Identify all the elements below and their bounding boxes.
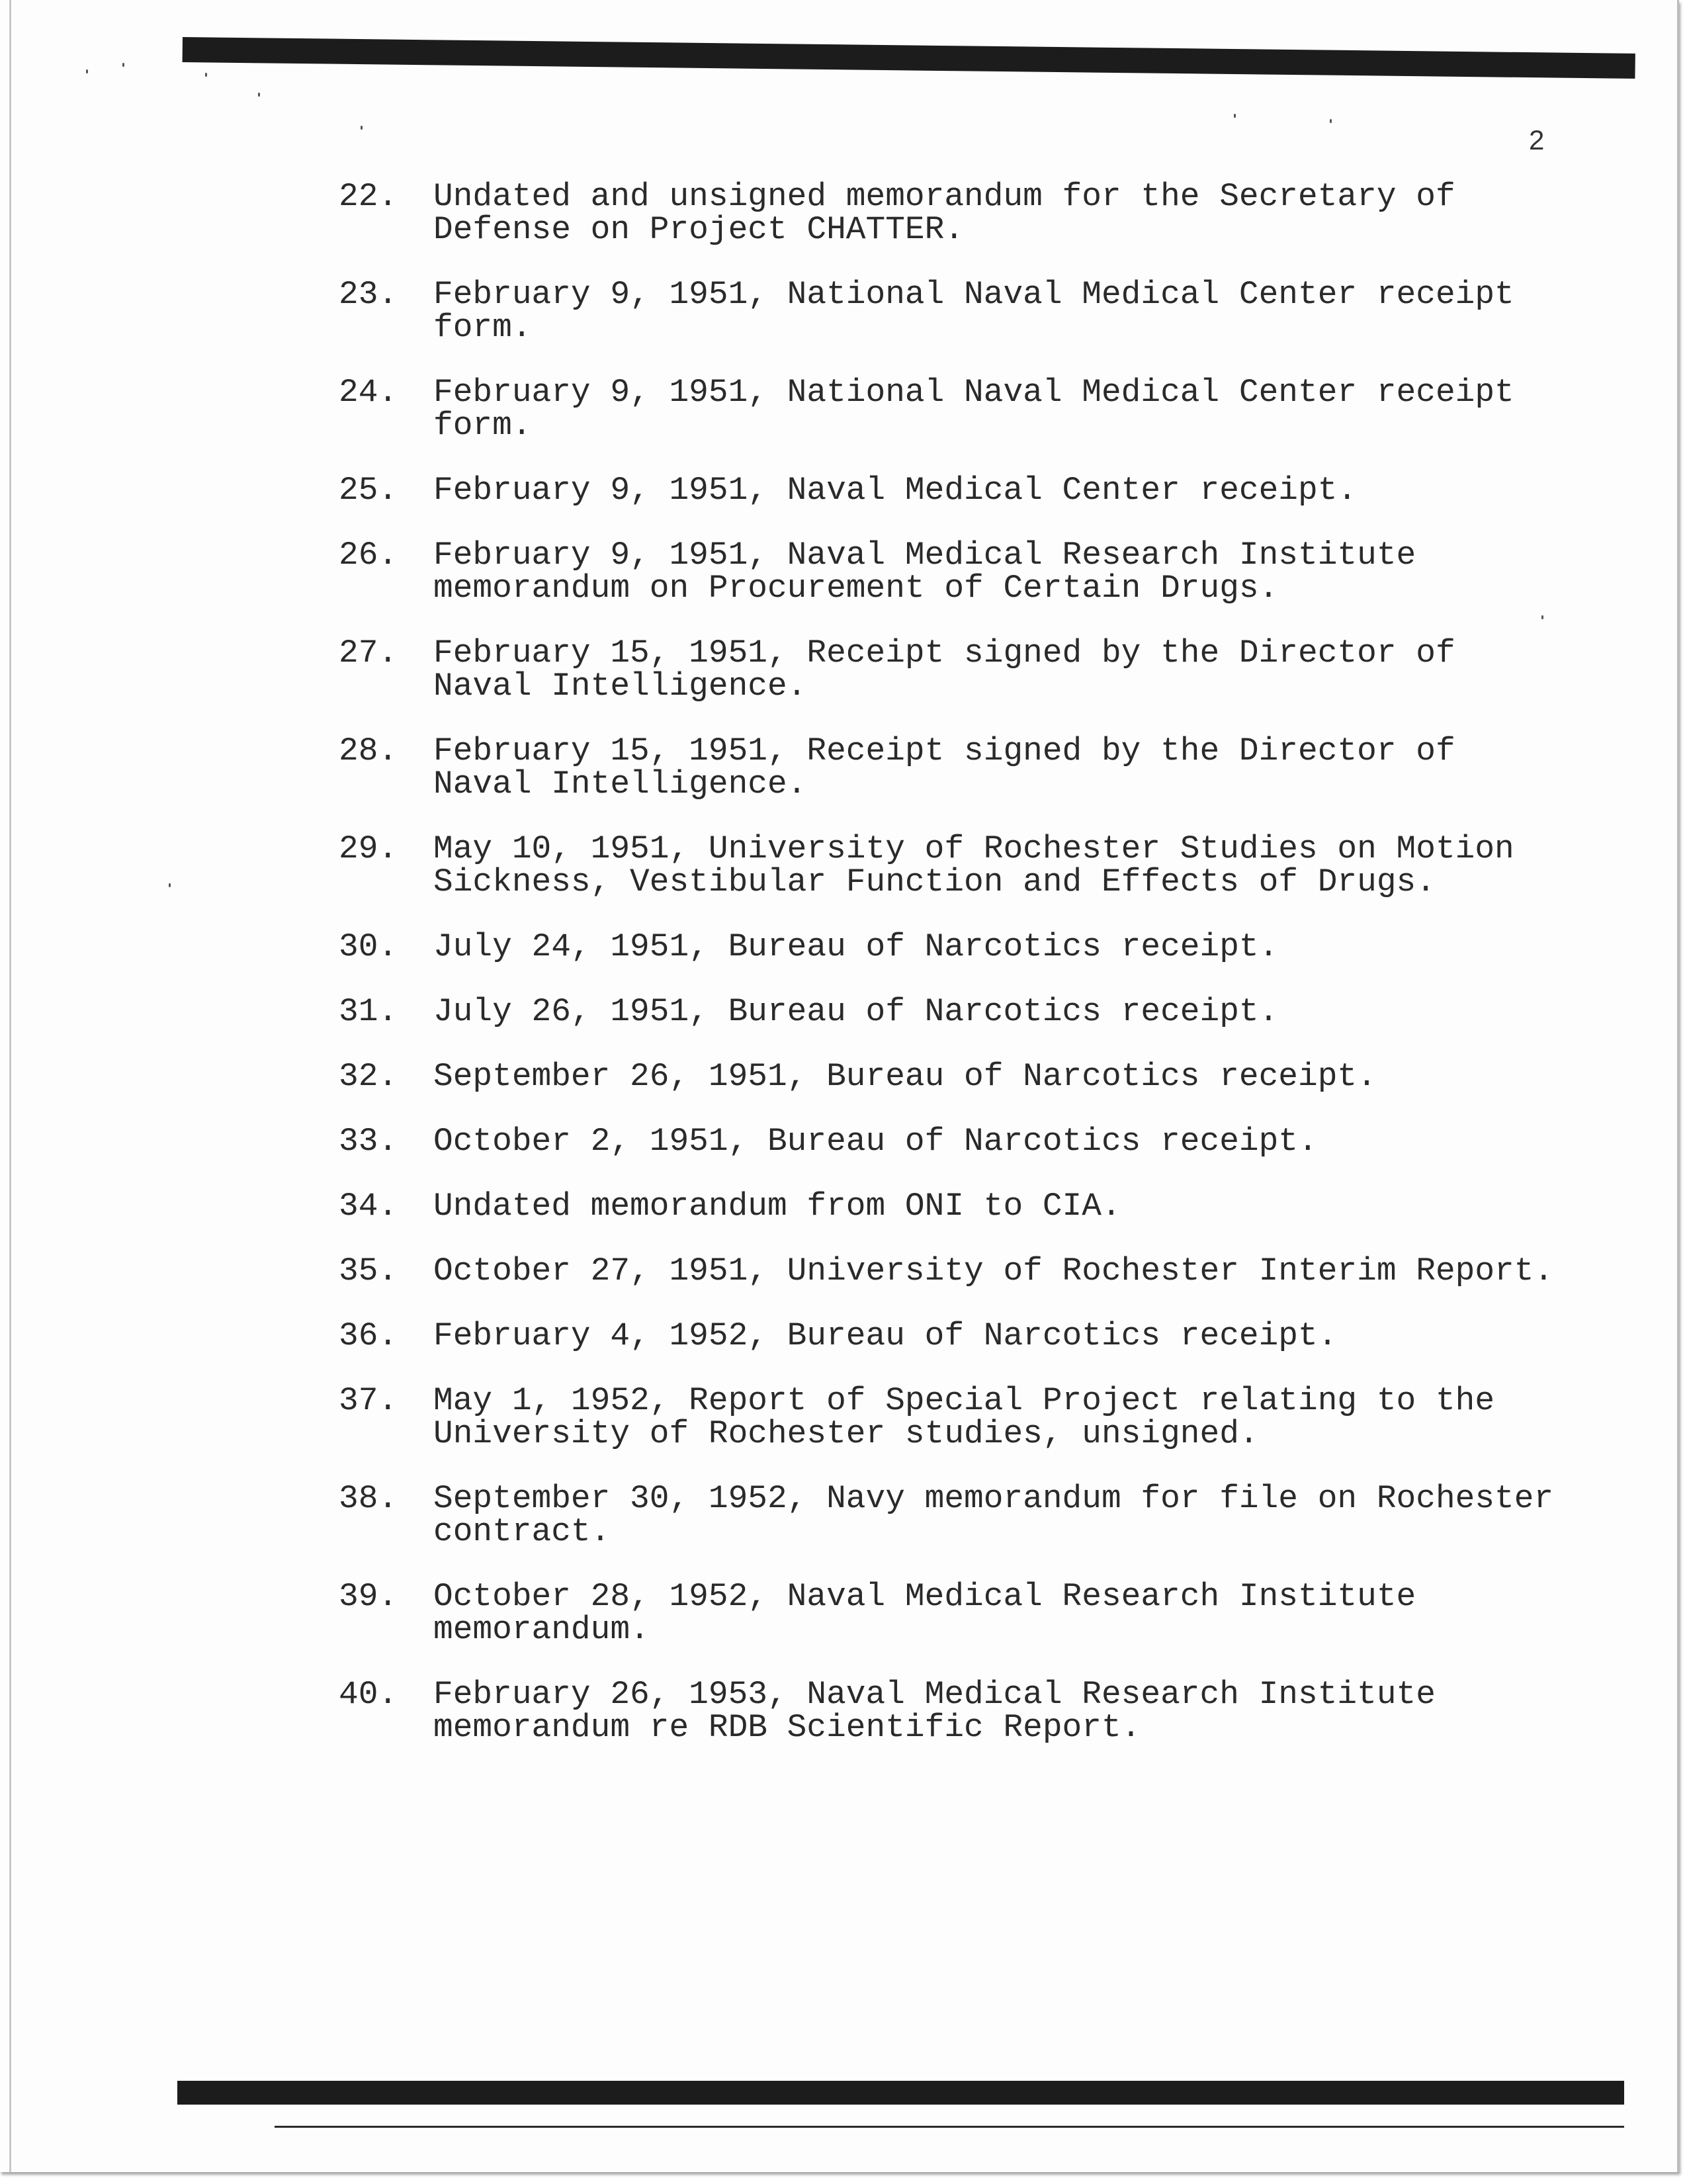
- scan-speck: [1234, 114, 1236, 118]
- list-item: [339, 1319, 1635, 1352]
- item-line: February 15, 1951, Receipt signed by the Director of: [433, 634, 1455, 672]
- item-line: September 30, 1952, Navy memorandum for file on Rochester: [433, 1480, 1554, 1517]
- item-text: [433, 1125, 1318, 1158]
- list-item: [339, 1190, 1635, 1223]
- list-item: [339, 1060, 1635, 1093]
- item-line: September 26, 1951, Bureau of Narcotics receipt.: [433, 1058, 1377, 1095]
- item-text: [433, 180, 1455, 246]
- scan-speck: [1330, 119, 1332, 123]
- item-text: [433, 1060, 1377, 1093]
- item-number: 32.: [339, 1058, 398, 1095]
- item-number: 31.: [339, 993, 398, 1030]
- item-number: 40.: [339, 1676, 398, 1713]
- item-line: February 4, 1952, Bureau of Narcotics receipt.: [433, 1317, 1338, 1354]
- item-line: October 27, 1951, University of Rochester Interim Report.: [433, 1252, 1554, 1289]
- item-line: Sickness, Vestibular Function and Effects of Drugs.: [433, 863, 1436, 900]
- scan-speck: [86, 69, 88, 73]
- item-line: May 10, 1951, University of Rochester Studies on Motion: [433, 830, 1514, 867]
- item-line: February 9, 1951, National Naval Medical Center receipt: [433, 374, 1514, 411]
- item-text: [433, 930, 1278, 963]
- item-line: February 15, 1951, Receipt signed by the Director of: [433, 732, 1455, 769]
- scan-speck: [258, 93, 260, 97]
- bottom-rule: [275, 2126, 1624, 2128]
- top-redaction-bar: [183, 37, 1635, 79]
- item-number: 37.: [339, 1382, 398, 1419]
- list-item: [339, 539, 1635, 605]
- item-number: 36.: [339, 1317, 398, 1354]
- page-number: 2: [1529, 124, 1545, 155]
- list-item: [339, 1580, 1635, 1646]
- item-number: 28.: [339, 732, 398, 769]
- list-item: [339, 734, 1635, 801]
- item-line: Naval Intelligence.: [433, 668, 807, 705]
- item-number: 24.: [339, 374, 398, 411]
- item-line: Defense on Project CHATTER.: [433, 211, 965, 248]
- item-line: form.: [433, 407, 532, 444]
- item-number: 26.: [339, 537, 398, 574]
- list-item: [339, 1482, 1635, 1548]
- list-item: [339, 474, 1635, 507]
- item-number: 22.: [339, 178, 398, 215]
- scan-speck: [1541, 615, 1543, 619]
- item-line: Undated and unsigned memorandum for the Secretary of: [433, 178, 1455, 215]
- item-text: [433, 1190, 1121, 1223]
- item-line: February 9, 1951, Naval Medical Research Institute: [433, 537, 1416, 574]
- page-left-edge: [9, 0, 11, 2172]
- list-item: [339, 278, 1635, 344]
- list-item: [339, 995, 1635, 1028]
- item-number: 23.: [339, 276, 398, 313]
- list-item: [339, 930, 1635, 963]
- item-line: October 28, 1952, Naval Medical Research Institute: [433, 1578, 1416, 1615]
- list-item: [339, 1125, 1635, 1158]
- list-item: [339, 1678, 1635, 1744]
- item-text: [433, 1254, 1553, 1288]
- item-text: [433, 539, 1416, 605]
- item-text: [433, 1319, 1337, 1352]
- item-line: memorandum re RDB Scientific Report.: [433, 1709, 1141, 1746]
- item-text: [433, 1384, 1494, 1450]
- item-number: 34.: [339, 1188, 398, 1225]
- item-line: memorandum on Procurement of Certain Drugs.: [433, 570, 1279, 607]
- item-line: February 26, 1953, Naval Medical Research Institute: [433, 1676, 1436, 1713]
- item-number: 30.: [339, 928, 398, 965]
- item-line: May 1, 1952, Report of Special Project relating to the: [433, 1382, 1495, 1419]
- bottom-redaction-bar: [177, 2081, 1624, 2105]
- item-text: [433, 278, 1514, 344]
- item-line: Undated memorandum from ONI to CIA.: [433, 1188, 1121, 1225]
- item-text: [433, 1482, 1553, 1548]
- item-line: Naval Intelligence.: [433, 765, 807, 803]
- list-item: [339, 1254, 1635, 1288]
- item-number: 33.: [339, 1123, 398, 1160]
- item-number: 38.: [339, 1480, 398, 1517]
- item-text: [433, 734, 1455, 801]
- item-line: October 2, 1951, Bureau of Narcotics receipt.: [433, 1123, 1318, 1160]
- item-text: [433, 474, 1357, 507]
- item-line: February 9, 1951, Naval Medical Center receipt.: [433, 472, 1358, 509]
- item-line: July 24, 1951, Bureau of Narcotics receipt.: [433, 928, 1279, 965]
- item-text: [433, 1580, 1416, 1646]
- item-number: 39.: [339, 1578, 398, 1615]
- list-item: [339, 636, 1635, 703]
- item-line: contract.: [433, 1513, 611, 1550]
- item-text: [433, 995, 1278, 1028]
- item-text: [433, 1678, 1436, 1744]
- item-line: University of Rochester studies, unsigned.: [433, 1415, 1259, 1452]
- item-line: February 9, 1951, National Naval Medical Center receipt: [433, 276, 1514, 313]
- item-number: 27.: [339, 634, 398, 672]
- list-item: [339, 376, 1635, 442]
- item-text: [433, 832, 1514, 898]
- item-line: memorandum.: [433, 1611, 650, 1648]
- item-line: July 26, 1951, Bureau of Narcotics receipt.: [433, 993, 1279, 1030]
- item-number: 35.: [339, 1252, 398, 1289]
- item-number: 29.: [339, 830, 398, 867]
- item-text: [433, 636, 1455, 703]
- document-list: [339, 180, 1635, 1776]
- item-line: form.: [433, 309, 532, 346]
- list-item: [339, 1384, 1635, 1450]
- scan-speck: [169, 883, 171, 887]
- item-number: 25.: [339, 472, 398, 509]
- scan-speck: [122, 63, 124, 67]
- scan-speck: [205, 73, 207, 77]
- list-item: [339, 180, 1635, 246]
- list-item: [339, 832, 1635, 898]
- scan-speck: [361, 126, 363, 130]
- item-text: [433, 376, 1514, 442]
